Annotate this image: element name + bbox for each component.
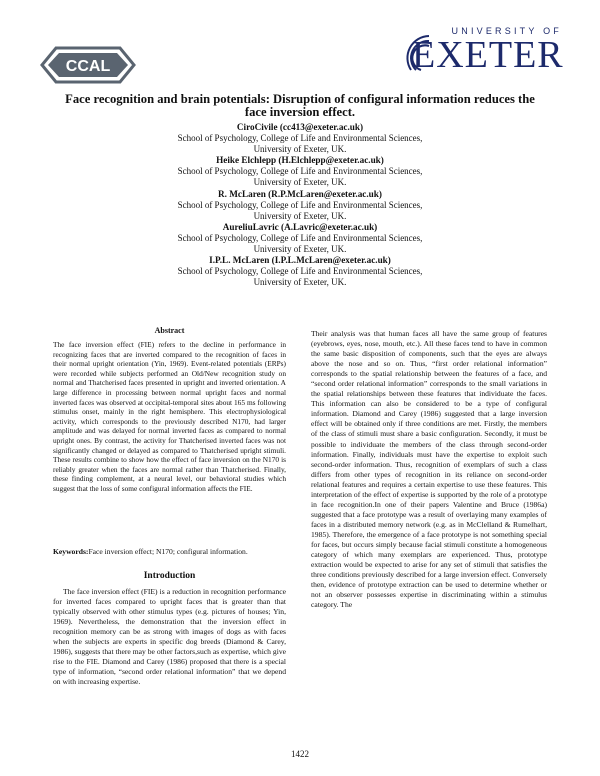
exeter-logo-word: EXETER (412, 34, 564, 76)
author-name: I.P.L. McLaren (I.P.L.McLaren@exeter.ac.uk) (209, 255, 391, 266)
exeter-logo-university: UNIVERSITY OF (451, 26, 562, 36)
author-affiliation-1: School of Psychology, College of Life and Environmental Sciences, (177, 199, 423, 210)
author-affiliation-2: University of Exeter, UK. (253, 210, 347, 221)
introduction-heading: Introduction (143, 571, 196, 581)
author-block (110, 122, 490, 288)
author-name: Heike Elchlepp (H.Elchlepp@exeter.ac.uk) (216, 155, 384, 166)
author-affiliation-2: University of Exeter, UK. (253, 144, 347, 155)
author-entry (110, 155, 490, 188)
author-name: AureliuLavric (A.Lavric@exeter.ac.uk) (222, 221, 378, 232)
page-number: 1422 (291, 749, 309, 759)
author-name: CiroCivile (cc413@exeter.ac.uk) (236, 122, 364, 132)
author-entry (110, 189, 490, 222)
paper-title: Face recognition and brain potentials: Disruption of configural information reduces the face inversion effect. (65, 92, 535, 119)
keywords-line (53, 547, 286, 556)
author-affiliation-1: School of Psychology, College of Life and Environmental Sciences, (177, 133, 423, 144)
abstract-heading: Abstract (154, 326, 185, 335)
author-affiliation-2: University of Exeter, UK. (253, 277, 347, 288)
author-affiliation-2: University of Exeter, UK. (253, 177, 347, 188)
author-entry (110, 222, 490, 255)
ccal-logo-text: CCAL (65, 58, 111, 75)
right-column-text: Their analysis was that human faces all have the same group of features (eyebrows, eyes, nose, mouth, etc.). All these faces tend to have in common the same basic disposition of components, such that the eyes are always above the nose and so on. Thus, “first order relational information” corresponds to the spatial relationship between the features of a face, and “second order relational information” corresponds to the small variations in the spatial relationships between these features that individuate the faces. This information can also be considered to be a type of configural information. Diamond and Carey (1986) suggested that a large inversion effect will be obtained only if three conditions are met. Firstly, the members of the class of stimuli must share a basic configuration. Secondly, it must be possible to individuate the members of the class through second-order information. Finally, individuals must have the expertise to exploit such second-order information. Thus, recognition of exemplars of such a class differs from other types of recognition in its reliance on second-order relational features and requires a certain expertise to use these features. This interpretation of the effect of expertise is supported by the role of a prototype in face recognition.In one of their papers Valentine and Bruce (1986a) suggested that a face prototype was a result of overlaying many examples of faces in a distributed memory network (e.g. as in McClelland & Rumelhart, 1985). Therefore, the emergence of a face prototype is not something special for faces, but occurs simply because facial stimuli constitute a homogeneous category of which many exemplars are experienced. Thus, prototype extraction would be expected to arise for any set of stimuli that satisfies the three conditions previously described for a large inversion effect. Conversely then, evidence of prototype extraction can be used to determine whether or not an observer possesses expertise in discriminating within a stimulus category. The (311, 329, 547, 610)
author-affiliation-1: School of Psychology, College of Life and Environmental Sciences, (177, 266, 423, 277)
introduction-text: The face inversion effect (FIE) is a reduction in recognition performance for inverted faces compared to upright faces that is greater than that typically observed with other stimulus types (e.g. pictures of houses; Yin, 1969). Nevertheless, the demonstration that the inversion effect in recognition memory can be as strong with images of dogs as with faces when the subjects are experts in specific dog breeds (Diamond & Carey, 1986), suggests that there may be other factors,such as expertise, which give rise to the FIE. Diamond and Carey (1986) proposed that there is a special type of information, “second order relational information” that we depend on with increasing expertise. (53, 587, 286, 686)
abstract-text: The face inversion effect (FIE) refers to the decline in performance in recognizing faces that are inverted compared to the recognition of faces in their normal upright orientation (Yin, 1969). Event-related potentials (ERPs) were recorded while subjects performed an Old/New recognition study on normal and Thatcherised faces presented in upright and inverted orientation. A large difference in processing between normal upright faces and normal inverted faces was observed at occipital-temporal sites about 165 ms following stimulus onset, mainly in the right hemisphere. This electrophysiological activity, which corresponds to the previously described N170, had larger amplitude and was delayed for normal inverted faces as compared to normal upright ones. By contrast, the activity for Thatcherised inverted faces was not significantly changed or delayed as compared to Thatcherised upright stimuli. These results combine to show how the effect of face inversion on the N170 is reliably greater when the faces are normal rather than Thatcherised. Finally, these finding complement, at a neural level, our behavioral studies which suggest that the loss of some configural information affects the FIE. (53, 340, 286, 493)
author-entry (110, 122, 490, 155)
ccal-logo (38, 44, 138, 86)
author-name: R. McLaren (R.P.McLaren@exeter.ac.uk) (218, 188, 382, 199)
keywords-text: Face inversion effect; N170; configural information. (88, 547, 248, 556)
keywords-label: Keywords: (53, 547, 89, 556)
author-affiliation-1: School of Psychology, College of Life and Environmental Sciences, (177, 232, 423, 243)
author-entry (110, 255, 490, 288)
author-affiliation-2: University of Exeter, UK. (253, 244, 347, 255)
author-affiliation-1: School of Psychology, College of Life and Environmental Sciences, (177, 166, 423, 177)
